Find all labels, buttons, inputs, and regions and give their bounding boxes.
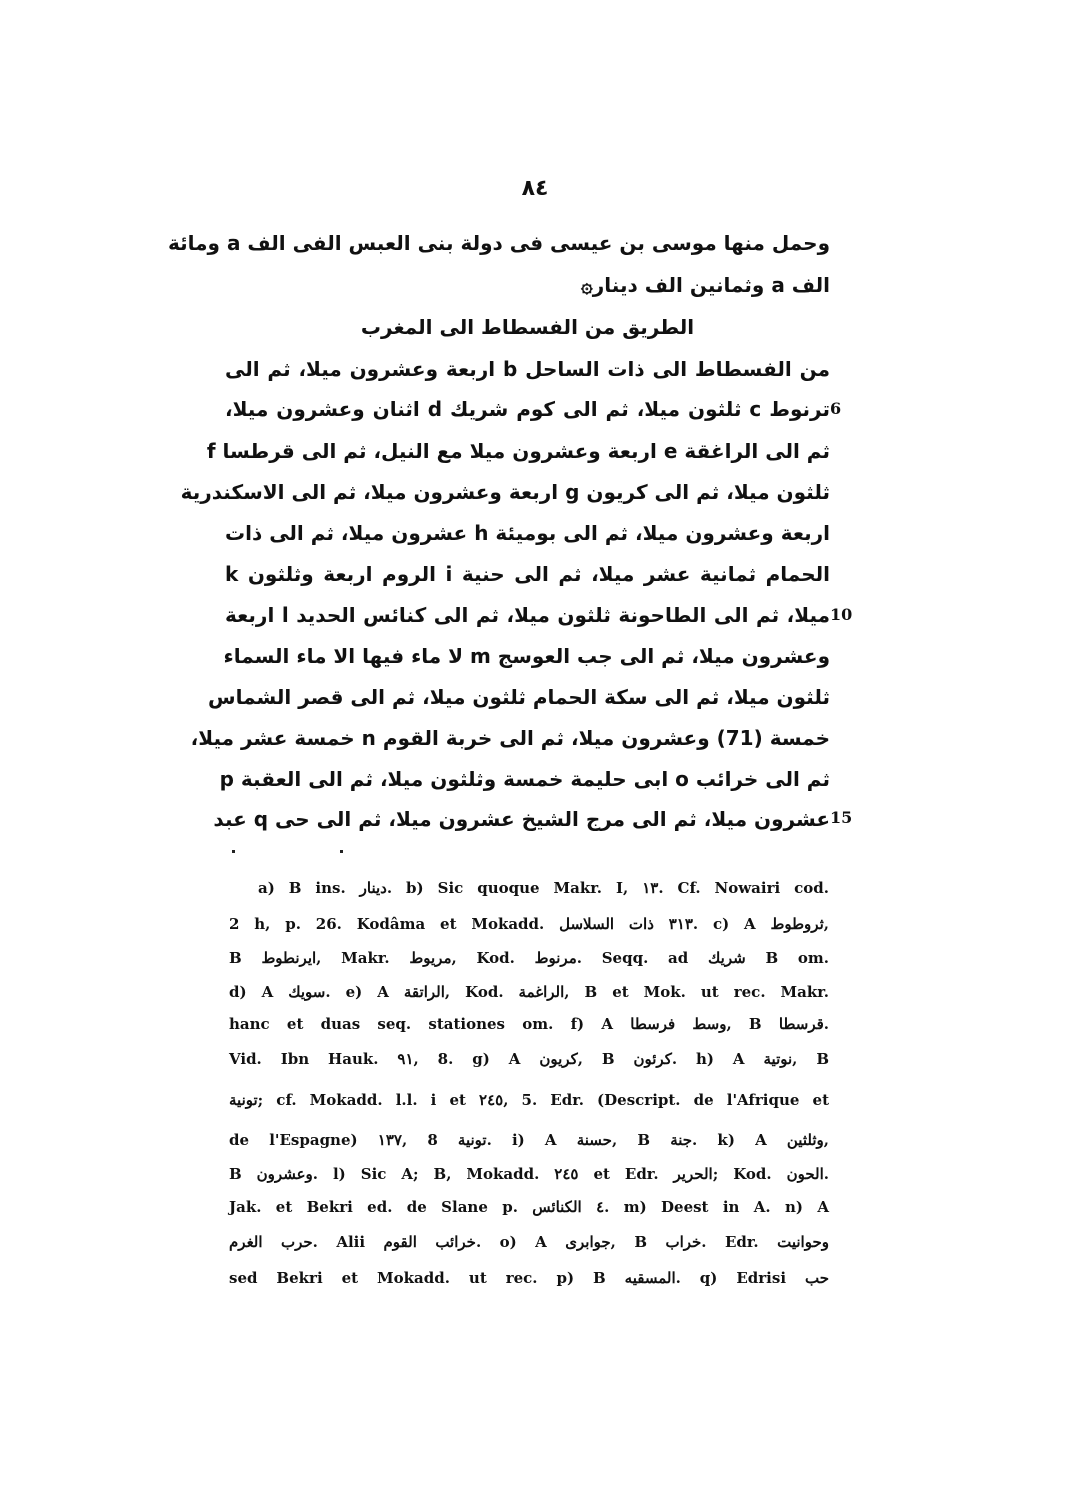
- footnote-line: تونية; cf. Mokadd. l.l. i et ٢٤٥, 5. Edr. (Descript. de l'Afrique et: [229, 1091, 829, 1109]
- footnote-line: de l'Espagne) ١٣٧, 8 تونية. i) A حسنة, B جنة. k) A وثلثين,: [229, 1131, 829, 1149]
- section-heading: الطريق من الفسطاط الى المغرب: [360, 315, 695, 339]
- footnote-line: Vid. Ibn Hauk. ٩١, 8. g) A كريون, B كرئون. h) A نوتية, B: [229, 1050, 830, 1068]
- line-number: 15: [830, 808, 853, 827]
- footnote-line: sed Bekri et Mokadd. ut rec. p) B المسقيه. q) Edrisi حب: [229, 1269, 829, 1287]
- text-line: عشرون ميلا، ثم الى مرج الشيخ عشرون ميلا، ثم الى حى q عبد: [213, 807, 830, 831]
- footnote-line: Jak. et Bekri ed. de Slane p. ٤ الكنائس. m) Deest in A. n) A: [229, 1198, 829, 1216]
- text-line: الحمام ثمانية عشر ميلا، ثم الى حنية i الروم اربعة وثلثون k: [225, 562, 830, 586]
- footnote-line: B وعشرون. l) Sic A; B, Mokadd. ٢٤٥ et Edr. الحرير; Kod. الحون.: [229, 1165, 830, 1183]
- text-line: ثلثون ميلا، ثم الى سكة الحمام ثلثون ميلا، ثم الى قصر الشماس: [208, 685, 830, 709]
- text-line: ثلثون ميلا، ثم الى كريون g اربعة وعشرون ميلا، ثم الى الاسكندرية: [180, 480, 830, 504]
- text-line: وعشرون ميلا، ثم الى جب العوسج m لا ماء فيها الا ماء السماء: [223, 644, 830, 668]
- text-line: ميلا، ثم الى الطاحونة ثلثون ميلا، ثم الى كنائس الحديد l اربعة: [225, 603, 830, 627]
- text-line: ثم الى الراغقة e اربعة وعشرون ميلا مع النيل، ثم الى قرطسا f: [206, 439, 830, 463]
- text-line: الف a وثمانين الف دينار۞: [581, 273, 830, 297]
- footnote-separator: [232, 850, 344, 856]
- footnote-line: B ايرنطوط, Makr. مريوط, Kod. مرنوط. Seqq. ad شريك B om.: [229, 949, 829, 967]
- page-number: ٨٤: [521, 176, 549, 201]
- line-number: 10: [830, 605, 853, 624]
- footnote-line: 2 h, p. 26. Kodâma et Mokadd. ٣١٣ ذات السلاسل. c) A ثروطوط,: [229, 915, 829, 933]
- text-line: اربعة وعشرون ميلا، ثم الى بوميئة h عشرون ميلا، ثم الى ذات: [225, 521, 830, 545]
- text-line: ترنوط c ثلثون ميلا، ثم الى كوم شريك d اثنان وعشرون ميلا،: [225, 397, 831, 421]
- text-line: من الفسطاط الى ذات الساحل b اربعة وعشرون ميلا، ثم الى: [225, 357, 830, 381]
- text-line: وحمل منها موسى بن عيسى فى دولة بنى العبس الفى الف a ومائة: [168, 231, 830, 255]
- text-line: خمسة (71) وعشرون ميلا، ثم الى خربة القوم n خمسة عشر ميلا،: [190, 726, 830, 750]
- footnote-line: a) B ins. دينار. b) Sic quoque Makr. I, ١٣. Cf. Nowairi cod.: [258, 879, 830, 897]
- text-line: ثم الى خرائب o ابى حليمة خمسة وثلثون ميلا، ثم الى العقبة p: [219, 767, 830, 791]
- footnote-line: hanc et duas seq. stationes om. f) A وسط فرسطا, B قرسطا.: [229, 1015, 829, 1033]
- line-number: 6: [830, 399, 842, 418]
- footnote-line: حرب الغرم. Alii خرائب القوم. o) A جوابرى, B خراب. Edr. وحوانيت: [229, 1233, 829, 1251]
- footnote-line: d) A سويك. e) A الراتقة, Kod. الراغمة, B et Mok. ut rec. Makr.: [229, 983, 830, 1001]
